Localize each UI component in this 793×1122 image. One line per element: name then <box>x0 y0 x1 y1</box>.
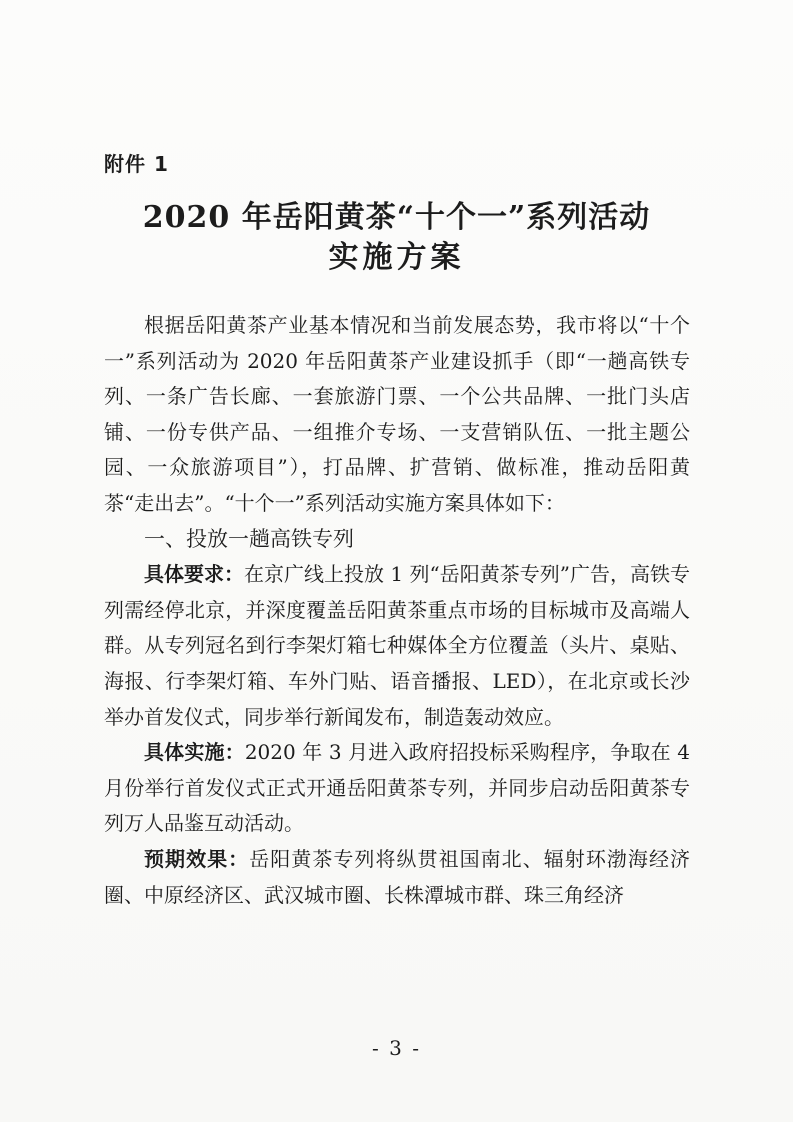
document-title-line1: 2020 年岳阳黄茶“十个一”系列活动 <box>142 200 651 235</box>
requirements-paragraph <box>104 557 690 735</box>
document-body <box>104 308 690 913</box>
section-heading: 一、投放一趟高铁专列 <box>144 526 354 551</box>
implementation-text: 2020 年 3 月进入政府招投标采购程序，争取在 4 月份举行首发仪式正式开通岳阳黄茶专列，并同步启动岳阳黄茶专列万人品鉴互动活动。 <box>104 740 690 836</box>
attachment-label: 附件 1 <box>104 152 169 176</box>
page-number: - 3 - <box>372 1036 421 1060</box>
requirements-text: 在京广线上投放 1 列“岳阳黄茶专列”广告，高铁专列需经停北京，并深度覆盖岳阳黄茶重点市场的目标城市及高端人群。从专列冠名到行李架灯箱七种媒体全方位覆盖（头片、桌贴、海报、行李架灯箱、车外门贴、语音播报、LED），在北京或长沙举办首发仪式，同步举行新闻发布，制造轰动效应。 <box>104 562 691 729</box>
effect-text: 岳阳黄茶专列将纵贯祖国南北、辐射环渤海经济圈、中原经济区、武汉城市圈、长株潭城市群、珠三角经济 <box>104 846 691 907</box>
document-title-line2: 实施方案 <box>328 240 465 275</box>
implementation-paragraph <box>104 735 690 842</box>
effect-paragraph <box>104 842 690 913</box>
effect-label: 预期效果： <box>144 846 250 871</box>
requirements-label: 具体要求： <box>144 562 245 587</box>
intro-paragraph: 根据岳阳黄茶产业基本情况和当前发展态势，我市将以“十个一”系列活动为 2020 年岳阳黄茶产业建设抓手（即“一趟高铁专列、一条广告长廊、一套旅游门票、一个公共品牌、一批门头店铺、一份专供产品、一组推介专场、一支营销队伍、一批主题公园、一众旅游项目”），打品牌、扩营销、做标准，推动岳阳黄茶“走出去”。“十个一”系列活动实施方案具体如下： <box>104 313 690 515</box>
implementation-label: 具体实施： <box>144 740 245 765</box>
